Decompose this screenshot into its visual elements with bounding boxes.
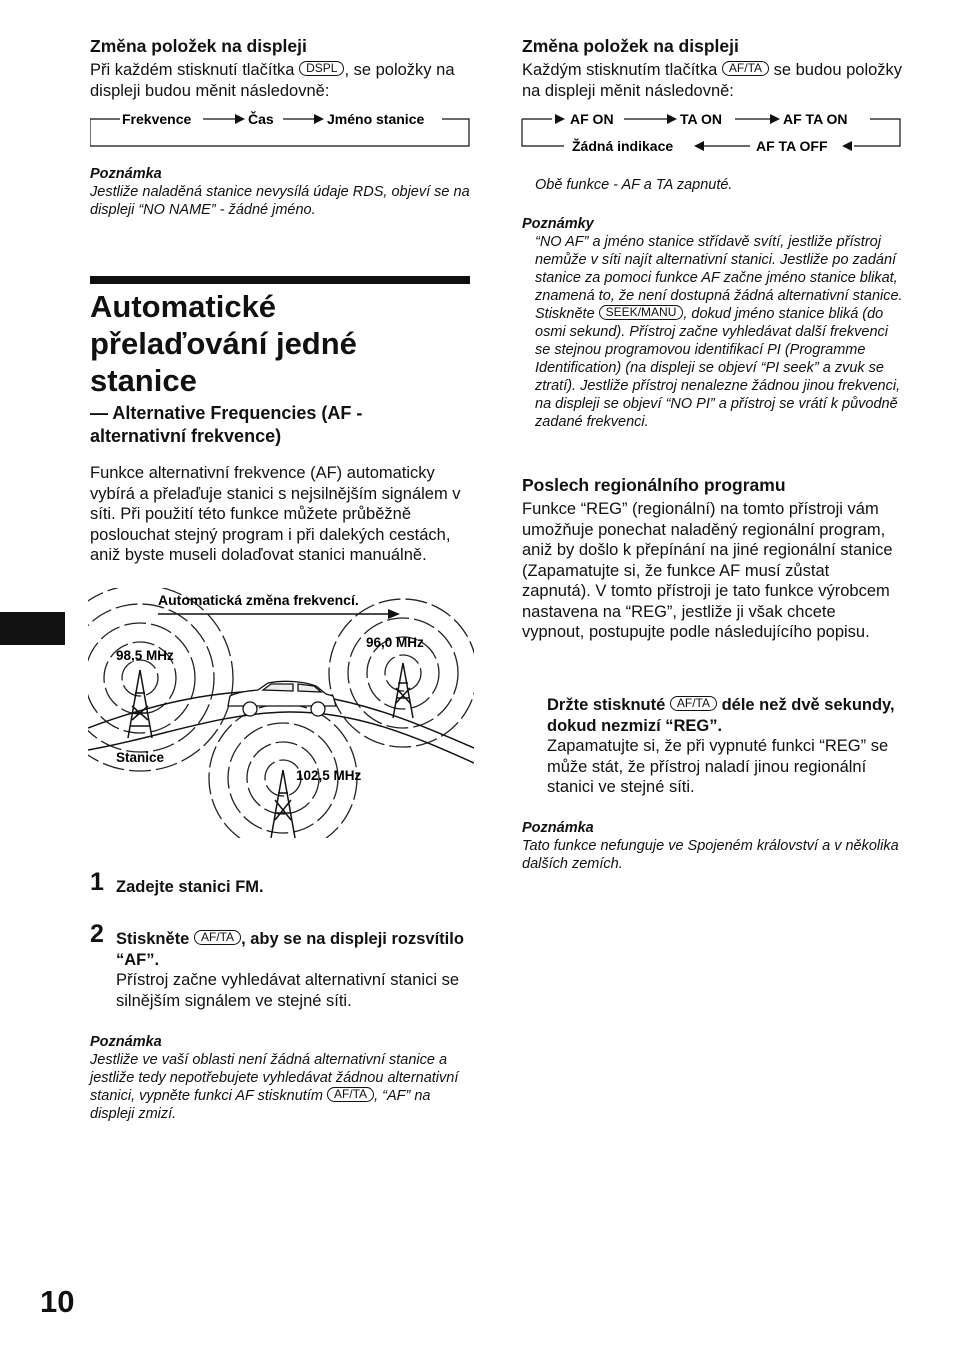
step-1-number: 1 <box>90 868 104 896</box>
intro-paragraph: Funkce alternativní frekvence (AF) automaticky vybírá a přelaďuje stanici s nejsilnějším signálem v síti. Při použití této funkce můžete průběžně poslouchat stejný program i při dalekých cestách, aniž byste museli dolaďovat stanici manuálně. <box>90 464 461 564</box>
display-flow-diagram-left <box>90 108 472 150</box>
section-heading-display-left: Změna položek na displeji <box>90 36 307 56</box>
af-ta-button[interactable]: AF/TA <box>670 696 717 711</box>
regional-section <box>522 474 894 643</box>
freq-label-2: 96,0 MHz <box>366 635 424 650</box>
right-column-section1: Změna položek na displeji Každým stisknutím tlačítka AF/TA se budou položky na displeji měnit následovně: <box>522 35 907 101</box>
note-left-1 <box>90 165 472 219</box>
regional-text: Funkce “REG” (regionální) na tomto přístroji vám umožňuje ponechat naladěný regionální program, aniž by došlo k přepínání na jiné regionální stanice (Zapamatujte si, že funkce AF musí zůstat zapnutá). V tomto přístroji je tato funkce výrobcem nastavena na “REG”, jestliže ji však chcete vypnout, postupujte podle následujícího popisu. <box>522 500 893 641</box>
section-text-display-left: Při každém stisknutí tlačítka DSPL , se položky na displeji budou měnit následovně: <box>90 61 455 100</box>
note-text: Jestliže naladěná stanice nevysílá údaje RDS, objeví se na displeji “NO NAME” - žádné jméno. <box>90 184 470 218</box>
flow-ta-on: TA ON <box>680 111 722 127</box>
display-flow-diagram-right <box>520 108 904 154</box>
flow-af-on: AF ON <box>570 111 614 127</box>
tower-icon <box>128 670 152 738</box>
left-column <box>90 35 470 101</box>
station-label: Stanice <box>116 750 165 765</box>
page-title: Automatické přelaďování jedné stanice <box>90 289 357 398</box>
section-heading-display-right: Změna položek na displeji <box>522 36 739 56</box>
step-2-detail: Přístroj začne vyhledávat alternativní stanici se silnějším signálem ve stejné síti. <box>116 971 459 1010</box>
af-illustration <box>88 588 474 838</box>
seek-manu-button[interactable]: SEEK/MANU <box>599 305 684 320</box>
af-ta-button[interactable]: AF/TA <box>327 1087 374 1102</box>
flow-item-time: Čas <box>248 111 274 127</box>
car-icon <box>228 681 336 716</box>
af-ta-button[interactable]: AF/TA <box>722 61 769 76</box>
step-2-text: Stiskněte AF/TA , aby se na displeji rozsvítilo “AF”. Přístroj začne vyhledávat alternativní stanici se silnějším signálem ve stejné síti. <box>116 929 471 1011</box>
flow-footnote: Obě funkce - AF a TA zapnuté. <box>535 177 733 193</box>
flow-af-ta-off: AF TA OFF <box>756 138 828 154</box>
regional-instruction: Držte stisknuté AF/TA déle než dvě sekundy, dokud nezmizí “REG”. Zapamatujte si, že při vypnuté funkci “REG” se může stát, že přístroj naladí jinou regionální stanici ve stejné síti. <box>547 696 895 796</box>
flow-af-ta-on: AF TA ON <box>783 111 848 127</box>
side-tab-marker <box>0 612 65 645</box>
figure-caption: Automatická změna frekvencí. <box>158 592 359 608</box>
page-subtitle: — Alternative Frequencies (AF - alternativní frekvence) <box>90 403 363 446</box>
title-rule <box>90 276 470 284</box>
step-2-number: 2 <box>90 920 104 948</box>
flow-item-station-name: Jméno stanice <box>327 111 425 127</box>
flow-item-frequency: Frekvence <box>122 111 192 127</box>
notes-right: Poznámky “NO AF” a jméno stanice střídavě svítí, jestliže přístroj nemůže v síti najít alternativní stanici. Jestliže po zadání stanice za pomoci funkce AF začne jméno stanice blikat, znamená to, že není dostupná žádná alternativní stanice. Stiskněte SEEK/MANU , dokud jméno stanice bliká (do osmi sekund). Přístroj začne vyhledávat další frekvenci se stejnou programovou identifikací PI (Programme Identification) (na displeji se objeví “PI seek” a zvuk se ztratí). Jestliže přístroj nenalezne žádnou jinou frekvenci, na displeji se objeví “NO PI” a přístroj se vrátí k původně zadané frekvenci. <box>522 216 903 430</box>
freq-label-3: 102,5 MHz <box>296 768 362 783</box>
note-right-2: Poznámka Tato funkce nefunguje ve Spojeném království a v několika dalších zemích. <box>522 820 899 872</box>
flow-no-indication: Žádná indikace <box>572 138 674 154</box>
page-number: 10 <box>40 1284 75 1319</box>
dspl-button[interactable]: DSPL <box>299 61 344 76</box>
note-title: Poznámka <box>90 166 162 182</box>
af-ta-button[interactable]: AF/TA <box>194 930 241 945</box>
note-left-2: Poznámka Jestliže ve vaší oblasti není žádná alternativní stanice a jestliže tedy nepotřebujete vyhledávat žádnou alternativní stanici, vypněte funkci AF stisknutím AF/TA , “AF” na displeji zmizí. <box>90 1034 459 1122</box>
freq-label-1: 98,5 MHz <box>116 648 174 663</box>
step-1-text: Zadejte stanici FM. <box>116 878 264 896</box>
regional-heading: Poslech regionálního programu <box>522 475 786 495</box>
